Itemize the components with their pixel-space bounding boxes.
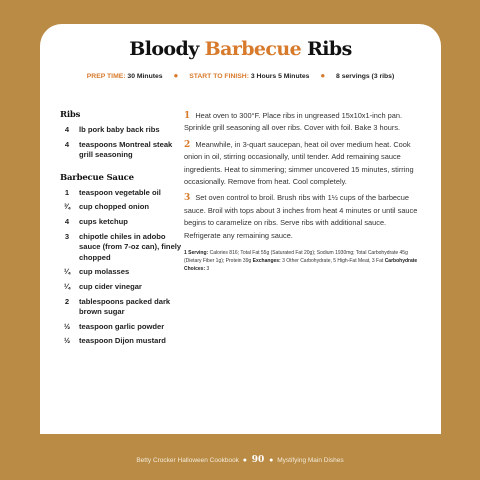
ingredient-text: teaspoon garlic powder bbox=[79, 321, 165, 331]
nutrition-carb-label: Carbohydrate Choices: bbox=[184, 258, 418, 273]
ingredient-item bbox=[60, 267, 185, 278]
page-number: 90 bbox=[251, 455, 265, 465]
ingredient-text: teaspoons Montreal steak grill seasoning bbox=[79, 139, 173, 160]
title-part-1: Bloody bbox=[129, 38, 199, 60]
start-to-finish-value: 3 Hours 5 Minutes bbox=[250, 73, 310, 80]
ingredient-section-title: Ribs bbox=[60, 110, 81, 120]
ingredient-item bbox=[60, 125, 185, 136]
prep-time-label: PREP TIME: bbox=[86, 73, 126, 80]
direction-step bbox=[184, 192, 422, 242]
title-part-3: Ribs bbox=[307, 38, 352, 60]
meta-separator: ● bbox=[320, 71, 326, 80]
start-to-finish-label: START TO FINISH: bbox=[189, 73, 249, 80]
ingredient-qty: 4 bbox=[64, 125, 70, 134]
nutrition-exchanges-label: Exchanges: bbox=[252, 258, 281, 265]
ingredient-qty: ¼ bbox=[63, 267, 71, 277]
recipe-meta bbox=[40, 71, 441, 80]
nutrition-serving-label: 1 Serving: bbox=[184, 250, 209, 257]
ingredient-text: cups ketchup bbox=[79, 216, 128, 226]
ingredient-qty: 1 bbox=[64, 187, 70, 197]
ingredient-qty: ½ bbox=[63, 321, 71, 331]
direction-step bbox=[184, 110, 422, 135]
recipe-title bbox=[40, 38, 441, 60]
step-text: Set oven control to broil. Brush ribs with 1½ cups of the barbecue sauce. Broil with tops about 3 inches from heat 4 minutes or until sauce begins to caramelize on ribs. Serve ribs with additional sauce. Refrigerate any remaining sauce. bbox=[184, 193, 418, 240]
ingredient-item bbox=[60, 140, 185, 161]
ingredient-item bbox=[60, 297, 185, 318]
footer-bullet: ● bbox=[269, 457, 274, 464]
ingredient-text: cup chopped onion bbox=[79, 202, 150, 212]
directions-column bbox=[184, 110, 422, 273]
step-number: 1 bbox=[184, 111, 191, 121]
servings: 8 servings (3 ribs) bbox=[336, 73, 395, 80]
step-number: 2 bbox=[184, 139, 191, 150]
ingredient-text: lb pork baby back ribs bbox=[79, 125, 160, 134]
ingredient-qty: ¾ bbox=[63, 202, 71, 212]
step-text: Heat oven to 300°F. Place ribs in ungreased 15x10x1-inch pan. Sprinkle grill seasoning all over ribs. Cover with foil. Bake 3 hours. bbox=[184, 111, 403, 133]
footer-chapter: Mystifying Main Dishes bbox=[277, 457, 344, 464]
ingredient-text: teaspoon vegetable oil bbox=[79, 187, 161, 197]
ingredients-column bbox=[60, 110, 185, 351]
ingredient-item bbox=[60, 322, 185, 333]
nutrition-info bbox=[184, 249, 422, 273]
ingredient-qty: 3 bbox=[64, 231, 70, 241]
ingredient-qty: 4 bbox=[64, 139, 70, 149]
ingredient-section-title: Barbecue Sauce bbox=[60, 172, 134, 183]
ingredient-item bbox=[60, 336, 185, 347]
ingredient-qty: 4 bbox=[64, 216, 70, 226]
nutrition-exchanges-text: 3 Other Carbohydrate, 5 High-Fat Meat, 3 Fat bbox=[282, 258, 384, 265]
title-accent: Barbecue bbox=[204, 38, 302, 60]
ingredient-text: chipotle chiles in adobo sauce (from 7-oz can), finely chopped bbox=[79, 231, 182, 262]
ingredient-item bbox=[60, 188, 185, 199]
footer-book-title: Betty Crocker Halloween Cookbook bbox=[136, 457, 239, 464]
ingredient-qty: 2 bbox=[64, 296, 70, 306]
prep-time-value: 30 Minutes bbox=[127, 73, 163, 80]
ingredient-text: teaspoon Dijon mustard bbox=[79, 336, 166, 346]
ingredient-text: tablespoons packed dark brown sugar bbox=[79, 296, 171, 317]
ingredient-qty: ¼ bbox=[63, 281, 71, 291]
step-number: 3 bbox=[184, 193, 191, 204]
ingredient-item bbox=[60, 202, 185, 213]
footer-bullet: ● bbox=[242, 457, 247, 464]
step-text: Meanwhile, in 3-quart saucepan, heat oil over medium heat. Cook onion in oil, stirring occasionally, until tender. Add remaining sauce ingredients. Heat to simmering; simmer uncovered 15 minutes, stirring occasionally. Remove from heat. Cool completely. bbox=[184, 139, 414, 187]
ingredient-text: cup molasses bbox=[79, 267, 130, 277]
page-footer bbox=[0, 455, 480, 465]
ingredient-item bbox=[60, 232, 185, 264]
ingredient-item bbox=[60, 217, 185, 228]
nutrition-carb-text: 3 bbox=[206, 266, 210, 273]
nutrition-serving-text: Calories 816; Total Fat 55g (Saturated Fat 20g); Sodium 1930mg; Total Carbohydrate 45g (Dietary Fiber 1g); Protein 39g bbox=[184, 250, 408, 265]
meta-separator: ● bbox=[173, 71, 179, 80]
ingredient-text: cup cider vinegar bbox=[79, 281, 142, 291]
direction-step bbox=[184, 139, 422, 189]
ingredient-item bbox=[60, 282, 185, 293]
ingredient-qty: ½ bbox=[63, 336, 71, 346]
recipe-card bbox=[40, 24, 441, 434]
